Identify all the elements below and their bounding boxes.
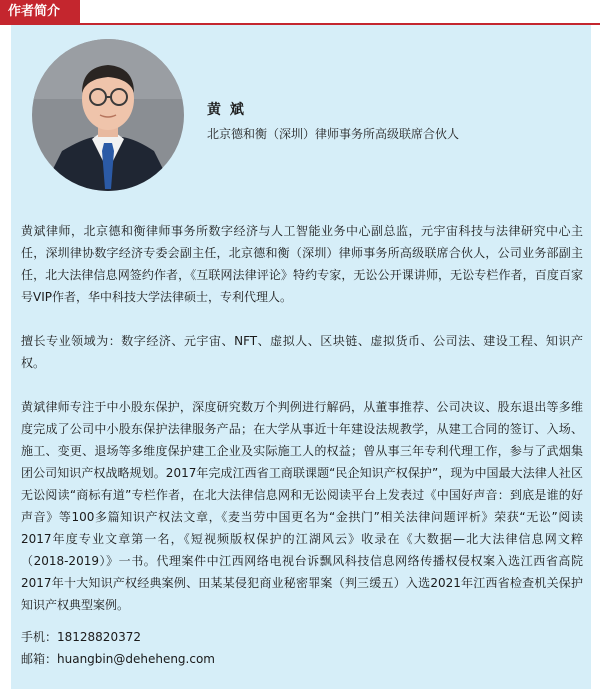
bio-paragraph-2: 擅长专业领域为：数字经济、元宇宙、NFT、虚拟人、区块链、虚拟货币、公司法、建设工程、知识产权。	[21, 334, 583, 370]
bio-paragraph-3: 黄斌律师专注于中小股东保护，深度研究数万个判例进行解码，从董事推荐、公司决议、股东退出等多维度完成了公司中小股东保护法律服务产品；在大学从事近十年建设法规教学，从建工合同的签订、入场、施工、变更、退场等多维度保护建工企业及实际施工人的权益；曾从事三年专利代理工作，参与了武烟集团公司知识产权战略规划。2017年完成江西省工商联课题“民企知识产权保护”，现为中国最大法律人社区无讼阅读“商标有道”专栏作者，在北大法律信息网和无讼阅读平台上发表过《中国好声音：到底是谁的好声音》等100多篇知识产权法文章，《麦当劳中国更名为“金拱门”相关法律问题评析》荣获“无讼”阅读2017年度专业文章第一名，《短视频版权保护的江湖风云》收录在《大数据—北大法律信息网文粹（2018-2019）》一书。代理案件中江西网络电视台诉飘风科技信息网络传播权侵权案入选江西省高院2017年十大知识产权经典案例、田某某侵犯商业秘密罪案（判三缓五）入选2021年江西省检查机关保护知识产权典型案例。	[21, 400, 583, 612]
author-bio	[21, 220, 583, 638]
author-photo	[32, 39, 184, 191]
email-line[interactable]: 邮箱：huangbin@deheheng.com	[21, 652, 215, 666]
author-name: 黄 斌	[207, 102, 246, 118]
portrait-illustration	[32, 39, 184, 191]
author-title: 北京德和衡（深圳）律师事务所高级联席合伙人	[207, 127, 460, 141]
contact-info	[21, 626, 215, 670]
author-card	[11, 25, 591, 689]
section-label: 作者简介	[0, 0, 80, 24]
phone-line: 手机：18128820372	[21, 630, 141, 644]
bio-paragraph-1: 黄斌律师，北京德和衡律师事务所数字经济与人工智能业务中心副总监，元宇宙科技与法律研究中心主任，深圳律协数字经济专委会副主任，北京德和衡（深圳）律师事务所高级联席合伙人，公司业务部副主任，北大法律信息网签约作者，《互联网法律评论》特约专家，无讼公开课讲师，无讼专栏作者，百度百家号VIP作者，华中科技大学法律硕士，专利代理人。	[21, 224, 583, 304]
